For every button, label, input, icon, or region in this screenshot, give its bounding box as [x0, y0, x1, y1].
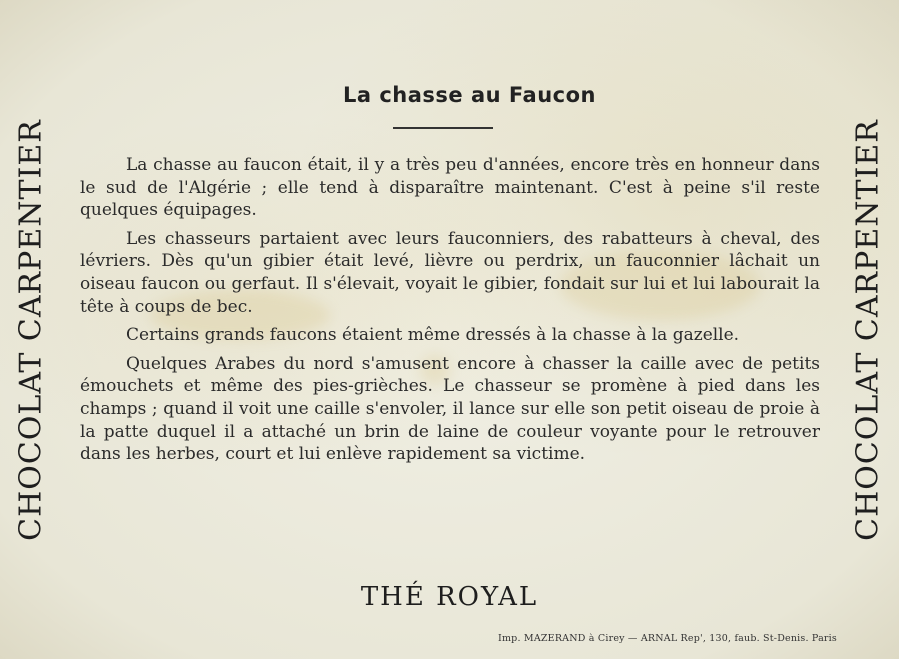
bottom-brand-text: THÉ ROYAL — [360, 582, 539, 612]
card-title-text: La chasse au Faucon — [343, 83, 596, 107]
title-underline — [393, 127, 493, 129]
paragraph: La chasse au faucon était, il y a très peu d'années, encore très en honneur dans le sud de l'Algérie ; elle tend à disparaître maintenant. C'est à peine s'il reste quelques équipages. — [80, 155, 820, 221]
card-title — [0, 83, 899, 107]
printer-credit: Imp. MAZERAND à Cirey — ARNAL Rep', 130, faub. St-Denis. Paris — [498, 633, 837, 644]
side-brand-left: CHOCOLAT CARPENTIER — [13, 119, 49, 541]
paragraph: Certains grands faucons étaient même dressés à la chasse à la gazelle. — [126, 325, 740, 346]
paragraph: Quelques Arabes du nord s'amusent encore à chasser la caille avec de petits émouchets et même des pies-grièches. Le chasseur se promène à pied dans les champs ; quand il voit une caille s'envoler, il lance sur elle son petit oiseau de proie à la patte duquel il a attaché un brin de laine de couleur voyante pour le retrouver dans les herbes, court et lui enlève rapidement sa victime. — [80, 353, 820, 465]
bottom-brand — [0, 582, 899, 612]
side-brand-right: CHOCOLAT CARPENTIER — [850, 119, 886, 541]
card-body — [80, 154, 820, 472]
paragraph: Les chasseurs partaient avec leurs fauconniers, des rabatteurs à cheval, des lévriers. Dès qu'un gibier était levé, lièvre ou perdrix, un fauconnier lâchait un oiseau faucon ou gerfaut. Il s'élevait, voyait le gibier, fondait sur lui et lui labourait la tête à coups de bec. — [80, 228, 820, 317]
